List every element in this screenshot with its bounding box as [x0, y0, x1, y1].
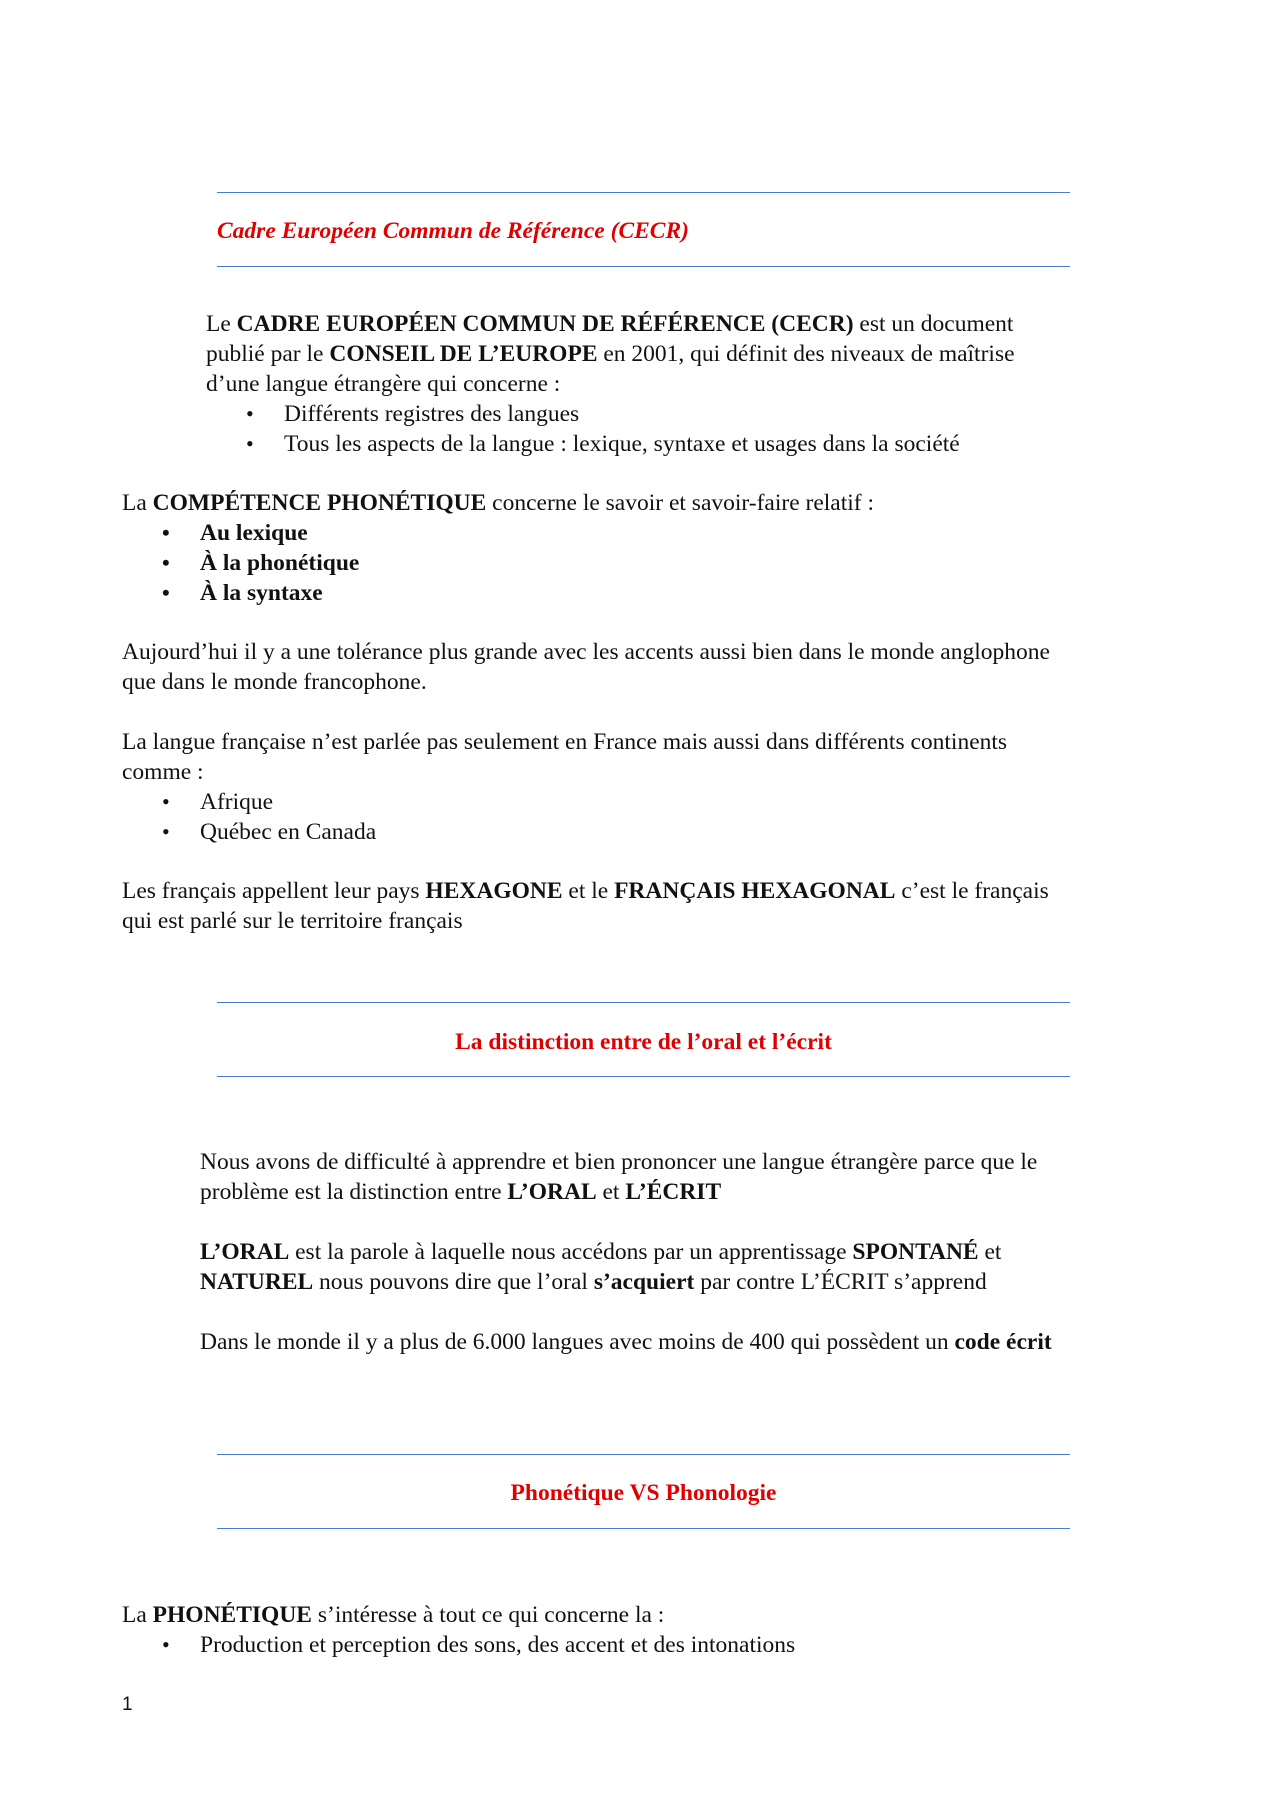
bullet-icon: • [162, 1632, 170, 1657]
list-item: • À la syntaxe [162, 580, 323, 606]
bullet-icon: • [246, 431, 254, 456]
section3-rule-top [217, 1454, 1070, 1455]
cecr-intro-line2: publié par le CONSEIL DE L’EUROPE en 2001, qui définit des niveaux de maîtrise [206, 341, 1015, 367]
competence-para: La COMPÉTENCE PHONÉTIQUE concerne le savoir et savoir-faire relatif : [122, 490, 875, 516]
list-item: • Production et perception des sons, des accent et des intonations [162, 1632, 796, 1658]
bullet-icon: • [162, 550, 170, 575]
section2-title: La distinction entre de l’oral et l’écrit [455, 1029, 832, 1055]
bullet-icon: • [162, 520, 170, 545]
section3-rule-bottom [217, 1528, 1070, 1529]
cecr-intro-line3: d’une langue étrangère qui concerne : [206, 371, 561, 397]
section3-title: Phonétique VS Phonologie [510, 1480, 777, 1506]
accents-para: Aujourd’hui il y a une tolérance plus grande avec les accents aussi bien dans le monde anglophone que dans le monde francophone. [122, 639, 1050, 695]
oral-ecrit-para3: Dans le monde il y a plus de 6.000 langues avec moins de 400 qui possèdent un code écrit [200, 1329, 1052, 1355]
cecr-bullet-list [246, 399, 1104, 459]
section1-title: Cadre Européen Commun de Référence (CECR) [217, 218, 689, 244]
list-item: • À la phonétique [162, 550, 360, 576]
list-item: • Différents registres des langues [246, 401, 580, 427]
langue-bullet-list [162, 787, 800, 847]
section1-rule-bottom [217, 266, 1070, 267]
langue-para: La langue française n’est parlée pas seulement en France mais aussi dans différents continents comme : [122, 729, 1008, 785]
oral-ecrit-para1: Nous avons de difficulté à apprendre et bien prononcer une langue étrangère parce que le problème est la distinction entre L’ORAL et L’ÉCRIT [200, 1149, 1038, 1205]
bullet-icon: • [162, 580, 170, 605]
hexagone-para: Les français appellent leur pays HEXAGONE et le FRANÇAIS HEXAGONAL c’est le français qui est parlé sur le territoire français [122, 878, 1049, 934]
list-item: • Québec en Canada [162, 819, 377, 845]
oral-ecrit-para2: L’ORAL est la parole à laquelle nous accédons par un apprentissage SPONTANÉ et NATUREL nous pouvons dire que l’oral s’acquiert par contre L’ÉCRIT s’apprend [200, 1239, 1002, 1295]
page-number: 1 [122, 1694, 133, 1715]
competence-bullet-list [162, 518, 800, 608]
section2-rule-top [217, 1002, 1070, 1003]
cecr-intro [206, 309, 1106, 399]
phonetique-bullet-list [162, 1630, 1100, 1660]
bullet-icon: • [246, 401, 254, 426]
cecr-intro-line1: Le CADRE EUROPÉEN COMMUN DE RÉFÉRENCE (CECR) est un document [206, 311, 1014, 337]
bullet-icon: • [162, 789, 170, 814]
section1-rule-top [217, 192, 1070, 193]
list-item: • Afrique [162, 789, 274, 815]
section2-rule-bottom [217, 1076, 1070, 1077]
list-item: • Tous les aspects de la langue : lexique, syntaxe et usages dans la société [246, 431, 960, 457]
phonetique-para: La PHONÉTIQUE s’intéresse à tout ce qui concerne la : [122, 1602, 665, 1628]
bullet-icon: • [162, 819, 170, 844]
list-item: • Au lexique [162, 520, 308, 546]
